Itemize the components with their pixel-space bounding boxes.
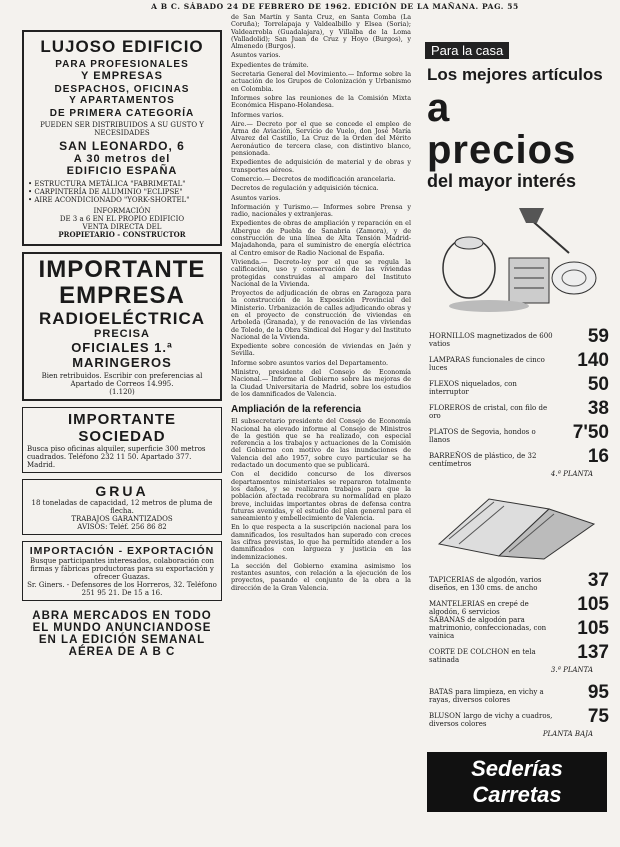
ad-line: RADIOELÉCTRICA (38, 309, 206, 328)
news-paragraph: Asuntos varios. (231, 193, 281, 202)
household-items-drawing (429, 198, 605, 318)
news-paragraph: Expediente sobre concesión de viviendas en Jaén y Sevilla. (231, 342, 411, 358)
price-item-description: FLEXOS niquelados, con interruptor (429, 380, 517, 396)
ad-line: DE 3 a 6 EN EL PROPIO EDIFICIO (59, 215, 185, 223)
news-paragraph: Comercio.— Decretos de modificación arancelaria. (231, 174, 396, 183)
ad-bullet: • CARPINTERÍA DE ALUMINIO "ECLIPSE" (28, 188, 183, 196)
ad-body: AVISOS: Teléf. 256 86 82 (77, 523, 167, 531)
news-paragraph: de San Martín y Santa Cruz, en Santa Comba (La Coruña); Torrelapaja y Valdealbillo y Elsea (Soria); Valdearrobla (Guadalajara), y Villalba de la Loma (Valladolid); San Juan de Cruz y Hoyo (Burgos), y Almenedo (Burgos). (231, 14, 411, 51)
ad-line: VENTA DIRECTA DEL (82, 223, 162, 231)
price-item-price: 50 (587, 374, 609, 395)
floor-label: 4.ª PLANTA (550, 470, 593, 478)
price-item (421, 396, 613, 420)
ad-title: IMPORTACIÓN - EXPORTACIÓN (29, 545, 215, 557)
price-item-description: FLOREROS de cristal, con filo de oro (429, 404, 548, 420)
ad-line: Y EMPRESAS (81, 70, 163, 82)
ad-importante-sociedad (22, 407, 222, 473)
news-paragraph: Informe sobre asuntos varios del Departamento. (231, 358, 389, 367)
price-item (421, 324, 613, 348)
price-item-price: 95 (587, 682, 609, 703)
textiles-illustration (429, 484, 605, 562)
ad-headline: a precios (427, 86, 577, 172)
price-item-description: BATAS para limpieza, en vichy a rayas, diversos colores (429, 688, 544, 704)
ad-body: Busca piso oficinas alquiler, superficie 300 metros cuadrados. Teléfono 232 11 50. Apartado 377. Madrid. (27, 445, 206, 469)
ad-lujoso-edificio (22, 30, 222, 246)
news-paragraph: Informes varios. (231, 110, 284, 119)
news-block (231, 14, 411, 398)
price-item-description: PLATOS de Segovia, hondos o llanos (429, 428, 536, 444)
news-paragraph: La sección del Gobierno examina asimismo los restantes asuntos, con relación a la ejecución de los proyectos, pasando el conjunto de la obra a la dirección de la Gran Valencia. (231, 561, 411, 592)
price-item-price: 105 (577, 594, 609, 615)
ad-line: EDIFICIO ESPAÑA (66, 165, 178, 177)
price-item-description: BLUSON largo de vichy a cuadros, diversos colores (429, 712, 553, 728)
news-paragraph: Proyectos de adjudicación de obras en Zaragoza para la construcción de la Exposición Provincial del Ministerio. Urbanización de calles adjudicando obras y en el proyecto de construcción de viviendas en Arboleda (Granada), y de renovación de las viviendas de Toledo, de la Obra Sindical del Hogar y del Instituto Nacional de la Vivienda. (231, 289, 411, 341)
price-item-price: 75 (587, 706, 609, 727)
ad-title: EMPRESA (59, 282, 185, 309)
news-block (231, 418, 411, 592)
store-ad-column (421, 40, 613, 842)
price-item-description: LAMPARAS funcionales de cinco luces (429, 356, 545, 372)
ad-body: Busque participantes interesados, colaboración con firmas y fábricas productoras para su exportación y ofrecer Guazas. (30, 557, 214, 581)
price-list-3rd-floor (421, 568, 613, 664)
price-item (421, 680, 613, 704)
price-item (421, 704, 613, 728)
ad-line: DESPACHOS, OFICINAS (54, 84, 190, 95)
news-paragraph: Aire.— Decreto por el que se concede el empleo de Arma de Aviación, Servicio de Vuelo, don José María Alvarez del Castillo, La Cruz de la Orden del Mérito Aeronáutico de tercera clase, con distintivo blanco, pensionada. (231, 119, 411, 158)
ad-body: Sr. Giners. - Defensores de los Horreros, 32. Teléfono 251 95 21. De 15 a 16. (27, 581, 217, 597)
news-column (231, 14, 411, 842)
ad-line: Y APARTAMENTOS (69, 95, 175, 106)
ad-line: PUEDEN SER DISTRIBUIDOS A SU GUSTO Y NECESIDADES (40, 121, 204, 137)
price-item-description: TAPICERIAS de algodón, varios diseños, en 130 cms. de ancho (429, 576, 542, 592)
price-item-description: CORTE DE COLCHON en tela satinada (429, 648, 536, 664)
price-item (421, 420, 613, 444)
price-item (421, 372, 613, 396)
ad-title: IMPORTANTE (38, 256, 206, 283)
household-items-illustration (429, 198, 605, 318)
floor-label: PLANTA BAJA (542, 730, 593, 738)
price-list-ground-floor (421, 680, 613, 728)
price-item (421, 616, 613, 640)
ad-line: ABRA MERCADOS EN TODO (32, 610, 212, 622)
floor-label: 3.ª PLANTA (550, 666, 593, 674)
ad-line: PRECISA (94, 328, 150, 340)
ad-line: OFICIALES 1.ª MARINGEROS (71, 340, 173, 370)
news-paragraph: Asuntos varios. (231, 51, 281, 60)
news-paragraph: Expedientes de trámite. (231, 60, 309, 69)
ad-title: LUJOSO EDIFICIO (40, 37, 204, 56)
ad-tag: Para la casa (425, 42, 509, 59)
price-item (421, 568, 613, 592)
price-item-price: 137 (577, 642, 609, 663)
price-item-description: SABANAS de algodón para matrimonio, confeccionadas, con vainica (429, 616, 547, 640)
news-paragraph: En lo que respecta a la suscripción nacional para los damnificados, los resultados han superado con creces las cifras previstas, lo que ha permitido atender a los damnificados con largueza y justicia en las indemnizaciones. (231, 523, 411, 561)
ad-headline: Los mejores artículos (427, 65, 603, 84)
price-item-price: 140 (577, 350, 609, 371)
ad-line: DE PRIMERA CATEGORÍA (49, 108, 195, 119)
news-paragraph: Vivienda.— Decreto-ley por el que se regula la calificación, uso y conservación de las viviendas protegidas construidas al amparo del Instituto Nacional de la Vivienda. (231, 257, 411, 288)
price-item (421, 444, 613, 468)
news-paragraph: Secretaria General del Movimiento.— Informe sobre la actuación de los Grupos de Colonización y Urbanismo en Colombia. (231, 70, 411, 93)
ad-line: SAN LEONARDO, 6 (59, 139, 185, 153)
price-item-price: 37 (587, 570, 609, 591)
price-item-price: 59 (587, 326, 609, 347)
ad-line: INFORMACIÓN (93, 207, 151, 215)
ad-importante-empresa (22, 252, 222, 401)
price-list-4th-floor (421, 324, 613, 468)
ad-bullet: • ESTRUCTURA METÁLICA "FABRIMETAL" (28, 180, 186, 188)
news-paragraph: Informes sobre las reuniones de la Comisión Mixta Económica Hispano-Holandesa. (231, 93, 411, 110)
textiles-drawing (429, 484, 605, 562)
news-paragraph: Ministro, presidente del Consejo de Economía Nacional.— Informe al Gobierno sobre las mejoras de la Ciudad Universitaria de Madrid, sobre los estudios de los damnificados de Valencia. (231, 368, 411, 398)
news-paragraph: Información y Turismo.— Informes sobre Prensa y radio, nacionales y extranjeras. (231, 202, 411, 219)
section-title: Ampliación de la referencia (231, 404, 362, 416)
ad-abra-mercados (22, 607, 222, 661)
ad-title: IMPORTANTE SOCIEDAD (67, 411, 177, 445)
news-paragraph: Decretos de regulación y adquisición técnica. (231, 184, 379, 193)
ad-body: TRABAJOS GARANTIZADOS (71, 515, 173, 523)
page-header: A B C. SÁBADO 24 DE FEBRERO DE 1962. EDICIÓN DE LA MAÑANA. PAG. 55 (151, 2, 519, 11)
price-item-price: 7'50 (572, 422, 609, 443)
ad-line: EL MUNDO ANUNCIANDOSE (32, 622, 212, 634)
ad-ref: (1.120) (109, 388, 135, 396)
price-item (421, 640, 613, 664)
ad-line: A 30 metros del (73, 153, 171, 165)
ad-grua (22, 479, 222, 535)
ad-import-export (22, 541, 222, 601)
price-item (421, 348, 613, 372)
ad-line: AÉREA DE A B C (68, 646, 176, 658)
news-paragraph: Expedientes de obras de ampliación y reparación en el Albergue de Puebla de Sanabria (Zamora), y de construcción de una línea de Alta Tensión Madrid-Majadahonda, para el suministro de energía eléctrica al Centro emisor de Radio Nacional de España. (231, 219, 411, 257)
news-paragraph: Con el decidido concurso de los diversos departamentos ministeriales se repararon totalmente los daños, y se realizaron trabajos para que la población afectada recobrara su normalidad en plazo breve, incluidas importantes obras de defensa contra futuras avenidas, y el estudio del plan general para el saneamiento y embellecimiento de Valencia. (231, 470, 411, 523)
ad-line: PARA PROFESIONALES (55, 59, 189, 70)
ad-headline: del mayor interés (427, 171, 577, 191)
news-paragraph: Expedientes de adquisición de material y de obras y transportes aéreos. (231, 158, 411, 174)
ad-body: Bien retribuidos. Escribir con preferencias al Apartado de Correos 14.995. (41, 372, 203, 388)
store-brand-banner: Sederías Carretas (427, 752, 607, 812)
news-paragraph: El subsecretario presidente del Consejo de Economía Nacional ha elevado informe al Consejo de Ministros de la gestión que se ha realizado, con especial referencia a los trabajos y actuaciones de la Comisión del Gobierno con motivo de las inundaciones de Valencia del año 1957, sobre cuyo particular se ha redactado un documento que se publicará. (231, 417, 411, 470)
classifieds-column (22, 30, 222, 842)
ad-line: PROPIETARIO - CONSTRUCTOR (58, 230, 186, 239)
price-item-price: 16 (587, 446, 609, 467)
price-item-description: BARREÑOS de plástico, de 32 centímetros (429, 452, 537, 468)
ad-body: 18 toneladas de capacidad, 12 metros de pluma de flecha. (31, 499, 213, 515)
ad-bullet: • AIRE ACONDICIONADO "YORK-SHORTEL" (28, 196, 190, 204)
price-item-description: MANTELERIAS en crepé de algodón, 6 servicios (429, 600, 529, 616)
price-item-price: 105 (577, 618, 609, 639)
ad-line: EN LA EDICIÓN SEMANAL (38, 634, 206, 646)
price-item-price: 38 (587, 398, 609, 419)
price-item (421, 592, 613, 616)
ad-title: GRUA (95, 483, 149, 499)
price-item-description: HORNILLOS magnetizados de 600 vatios (429, 332, 553, 348)
